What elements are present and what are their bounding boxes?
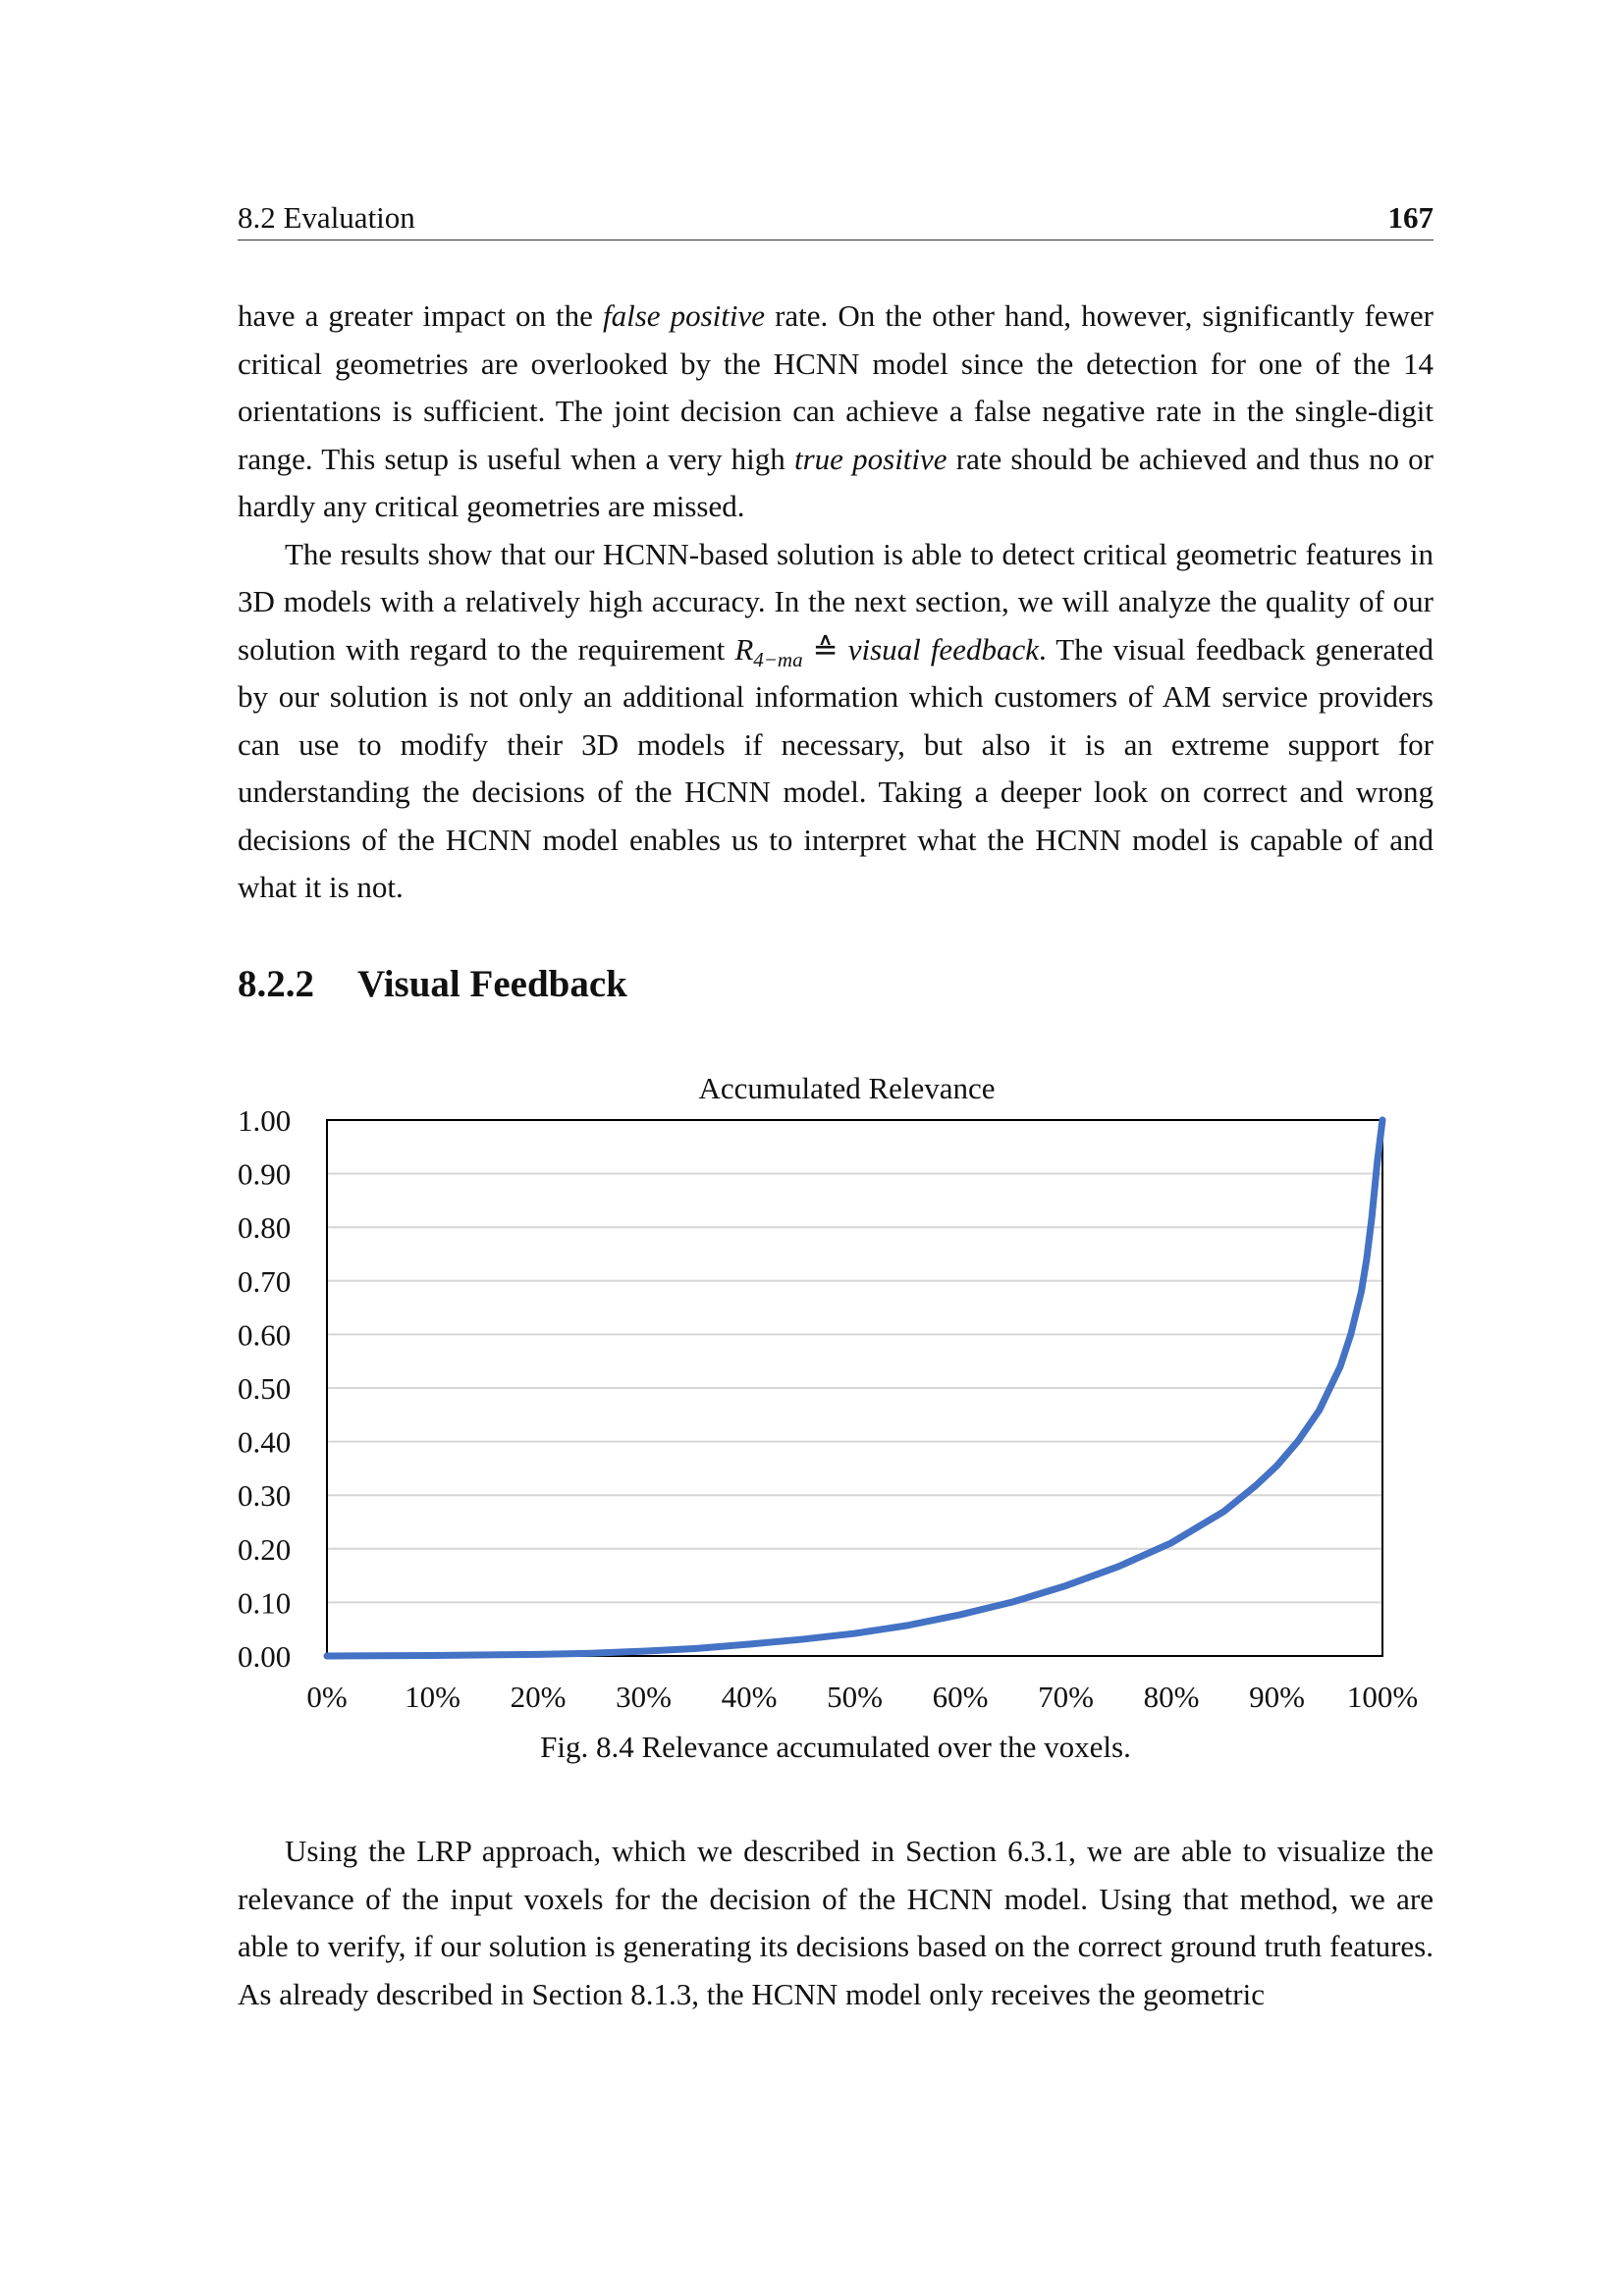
y-tick-label: 0.80 [238, 1210, 292, 1246]
chart-title: Accumulated Relevance [698, 1071, 996, 1105]
accumulated-relevance-chart [226, 1055, 1453, 1713]
paragraph-1: have a greater impact on the false positive rate. On the other hand, however, significantly fewer critical geometries are overlooked by the HCNN model since the detection for one of the 14 orientations is sufficient. The joint decision can achieve a false negative rate in the single-digit range. This setup is useful when a very high true positive rate should be achieved and thus no or hardly any critical geometries are missed. [238, 298, 1435, 523]
y-tick-label: 0.50 [238, 1371, 292, 1406]
y-tick-label: 0.70 [238, 1263, 292, 1299]
running-head [238, 194, 1434, 240]
section-heading [238, 962, 627, 1006]
requirement-symbol: $R_{4-ma}$ [734, 631, 803, 671]
y-tick-label: 0.10 [238, 1585, 292, 1621]
body-text-top [238, 293, 1434, 912]
corresponds-symbol: ≙ [802, 631, 848, 667]
x-tick-labels [306, 1680, 1418, 1713]
running-head-section: 8.2 Evaluation [238, 200, 415, 235]
y-tick-label: 0.20 [238, 1531, 292, 1567]
y-tick-labels [238, 1103, 291, 1674]
body-text-bottom [238, 1828, 1434, 2018]
x-tick-label: 40% [721, 1680, 778, 1713]
x-tick-label: 0% [306, 1680, 348, 1713]
section-number: 8.2.2 [238, 963, 314, 1005]
x-tick-label: 70% [1038, 1680, 1094, 1713]
paragraph-2: The results show that our HCNN-based solution is able to detect critical geometric features in 3D models with a relatively high accuracy. In the next section, we will analyze the quality of our solution with regard to the requirement $R_{4-ma}$ ≙ visual feedback. The visual feedback generated by our solution is not only an additional information which customers of AM service providers can use to modify their 3D models if necessary, but also it is an extreme support for understanding the decisions of the HCNN model. Taking a deeper look on correct and wrong decisions of the HCNN model enables us to interpret what the HCNN model is capable of and what it is not. [238, 536, 1434, 904]
section-title: Visual Feedback [357, 963, 627, 1005]
x-tick-label: 20% [510, 1680, 567, 1713]
y-tick-label: 0.30 [238, 1478, 292, 1514]
x-tick-label: 80% [1143, 1680, 1200, 1713]
page-number: 167 [1387, 200, 1434, 235]
x-tick-label: 90% [1249, 1680, 1305, 1713]
x-tick-label: 60% [932, 1680, 989, 1713]
emphasis-true-positive: true positive [793, 441, 947, 476]
x-tick-label: 30% [616, 1680, 672, 1713]
chart-gridlines [327, 1174, 1382, 1603]
x-tick-label: 50% [827, 1680, 883, 1713]
y-tick-label: 0.00 [238, 1639, 292, 1674]
x-tick-label: 10% [405, 1680, 460, 1713]
x-tick-label: 100% [1346, 1680, 1419, 1713]
paragraph-3: Using the LRP approach, which we described in Section 6.3.1, we are able to visualize the relevance of the input voxels for the decision of the HCNN model. Using that method, we are able to verify, if our solution is generating its decisions based on the correct ground truth features. As already described in Section 8.1.3, the HCNN model only receives the geometric [238, 1834, 1434, 2011]
requirement-name: visual feedback [847, 631, 1039, 667]
figure-caption: Fig. 8.4 Relevance accumulated over the voxels. [540, 1730, 1131, 1764]
y-tick-label: 0.60 [238, 1317, 292, 1353]
y-tick-label: 1.00 [238, 1103, 292, 1138]
y-tick-label: 0.40 [238, 1424, 292, 1460]
y-tick-label: 0.90 [238, 1156, 292, 1192]
emphasis-false-positive: false positive [602, 298, 766, 333]
